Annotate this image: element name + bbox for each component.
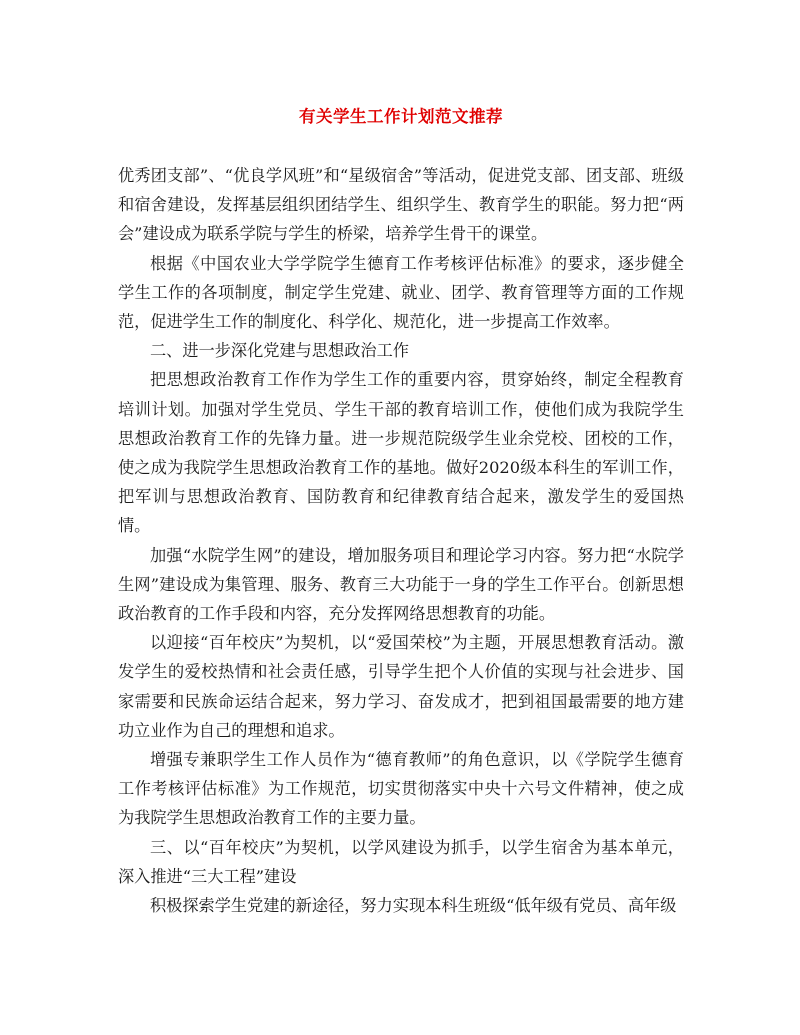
paragraph-standards: 根据《中国农业大学学院学生德育工作考核评估标准》的要求，逐步健全学生工作的各项制度，制定学生党建、就业、团学、教育管理等方面的工作规范，促进学生工作的制度化、科学化、规范化，进一步提高工作效率。 xyxy=(118,253,684,332)
document-title: 有关学生工作计划范文推荐 xyxy=(299,107,503,126)
paragraph-political-education: 把思想政治教育工作作为学生工作的重要内容，贯穿始终，制定全程教育培训计划。加强对学生党员、学生干部的教育培训工作，使他们成为我院学生思想政治教育工作的先锋力量。进一步规范院级学生业余党校、团校的工作，使之成为我院学生思想政治教育工作的基地。做好2020级本科生的军训工作，把军训与思想政治教育、国防教育和纪律教育结合起来，激发学生的爱国热情。 xyxy=(118,370,684,536)
paragraph-party-building: 积极探索学生党建的新途径，努力实现本科生班级“低年级有党员、高年级 xyxy=(150,896,677,916)
document-body xyxy=(118,161,684,920)
paragraph-continuation: 优秀团支部”、“优良学风班”和“星级宿舍”等活动，促进党支部、团支部、班级和宿舍建设，发挥基层组织团结学生、组织学生、教育学生的职能。努力把“两会”建设成为联系学院与学生的桥梁，培养学生骨干的课堂。 xyxy=(118,166,684,244)
paragraph-moral-teachers: 增强专兼职学生工作人员作为“德育教师”的角色意识，以《学院学生德育工作考核评估标准》为工作规范，切实贯彻落实中央十六号文件精神，使之成为我院学生思想政治教育工作的主要力量。 xyxy=(118,750,684,828)
paragraph-student-website: 加强“水院学生网”的建设，增加服务项目和理论学习内容。努力把“水院学生网”建设成为集管理、服务、教育三大功能于一身的学生工作平台。创新思想政治教育的工作手段和内容，充分发挥网络思想教育的功能。 xyxy=(118,545,684,624)
section-heading-3: 三、以“百年校庆”为契机，以学风建设为抓手，以学生宿舍为基本单元，深入推进“三大工程”建设 xyxy=(118,837,684,886)
section-heading-2: 二、进一步深化党建与思想政治工作 xyxy=(150,341,409,361)
paragraph-centennial: 以迎接“百年校庆”为契机，以“爱国荣校”为主题，开展思想教育活动。激发学生的爱校热情和社会责任感，引导学生把个人价值的实现与社会进步、国家需要和民族命运结合起来，努力学习、奋发成才，把到祖国最需要的地方建功立业作为自己的理想和追求。 xyxy=(118,633,684,740)
